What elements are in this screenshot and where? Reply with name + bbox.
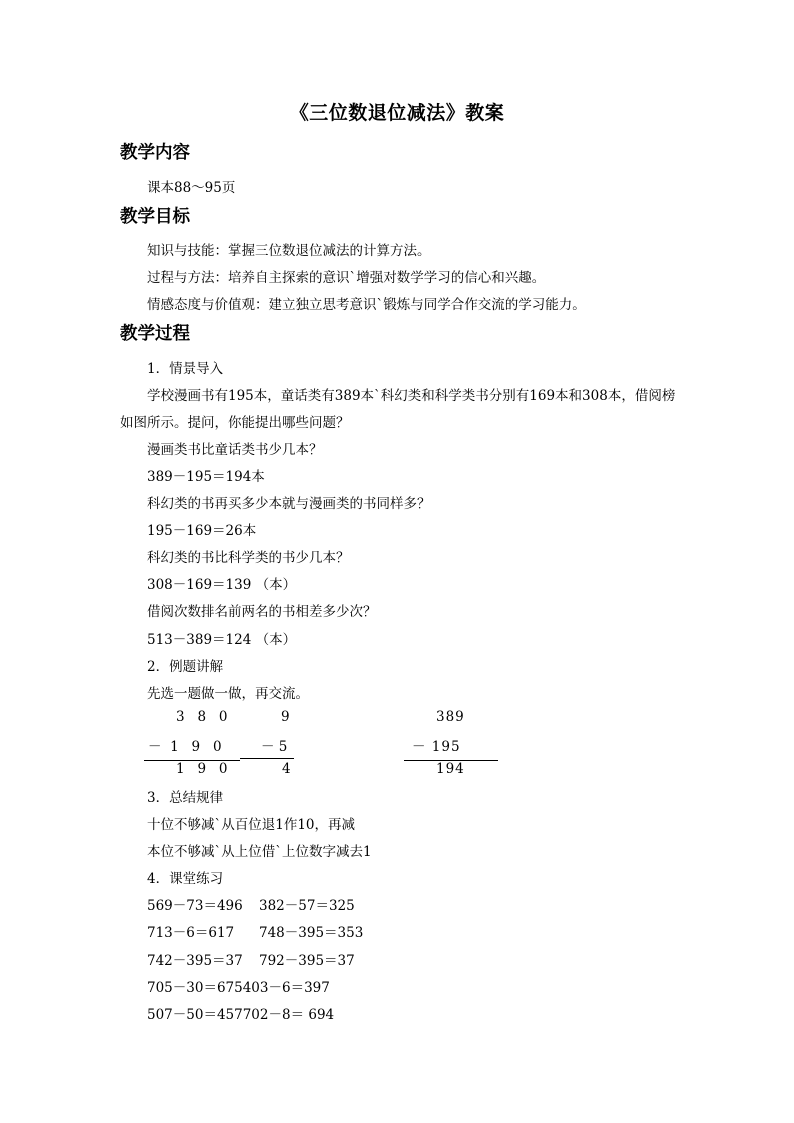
calc-a-minuend: 3 8 0 (176, 709, 228, 725)
exercise-left: 705－30＝675403－6＝397 (147, 980, 330, 996)
paragraph-line: 学校漫画书有195本，童话类有389本`科幻类和科学类书分别有169本和308本，借阅榜 (147, 388, 676, 404)
paragraph-line: 如图所示。提问，你能提出哪些问题？ (120, 415, 350, 431)
question-text: 借阅次数排名前两名的书相差多少次？ (147, 604, 377, 620)
answer-text: 389－195＝194本 (147, 469, 265, 485)
content-text: 课本88～95页 (147, 180, 236, 196)
exercise-left: 569－73＝496 (147, 898, 243, 914)
exercise-left: 507－50＝457702－8＝ 694 (147, 1007, 335, 1023)
rule-text: 十位不够减`从百位退1作10，再减 (147, 817, 356, 833)
question-text: 科幻类的书再买多少本就与漫画类的书同样多？ (147, 496, 431, 512)
calc-a-result: 1 9 0 (176, 761, 228, 777)
calc-c-minuend: 389 (436, 709, 465, 725)
question-text: 漫画类书比童话类书少几本？ (147, 442, 323, 458)
question-text: 科幻类的书比科学类的书少几本？ (147, 550, 350, 566)
exercise-right: 382－57＝325 (259, 898, 355, 914)
calc-b-rule (240, 758, 294, 759)
step-heading: 1．情景导入 (147, 361, 224, 377)
calc-a-subtrahend: － 1 9 0 (148, 739, 222, 755)
answer-text: 308－169＝139 （本） (147, 577, 297, 593)
answer-text: 195－169＝26本 (147, 523, 257, 539)
goal-item: 过程与方法：培养自主探索的意识`增强对数学学习的信心和兴趣。 (147, 270, 546, 286)
calc-b-result: 4 (282, 761, 291, 777)
section-heading-goals: 教学目标 (120, 207, 190, 227)
step-heading: 3．总结规律 (147, 790, 224, 806)
section-heading-process: 教学过程 (120, 324, 190, 344)
calc-c-result: 194 (436, 761, 465, 777)
page-title: 《三位数退位减法》教案 (289, 102, 505, 124)
exercise-left: 713－6＝617 (147, 925, 235, 941)
exercise-left: 742－395＝37 (147, 953, 243, 969)
calc-b-subtrahend: － 5 (261, 739, 288, 755)
calc-b-minuend: 9 (281, 709, 290, 725)
goal-item: 知识与技能：掌握三位数退位减法的计算方法。 (147, 243, 431, 259)
exercise-right: 792－395＝37 (259, 953, 355, 969)
goal-item: 情感态度与价值观：建立独立思考意识`锻炼与同学合作交流的学习能力。 (147, 297, 586, 313)
answer-text: 513－389＝124 （本） (147, 632, 297, 648)
exercise-right: 748－395＝353 (259, 925, 364, 941)
step-heading: 4．课堂练习 (147, 871, 224, 887)
calc-c-subtrahend: － 195 (412, 739, 461, 755)
rule-text: 本位不够减`从上位借`上位数字减去1 (147, 844, 372, 860)
step-heading: 2．例题讲解 (147, 659, 224, 675)
paragraph-line: 先选一题做一做，再交流。 (147, 686, 309, 702)
section-heading-content: 教学内容 (120, 143, 190, 163)
